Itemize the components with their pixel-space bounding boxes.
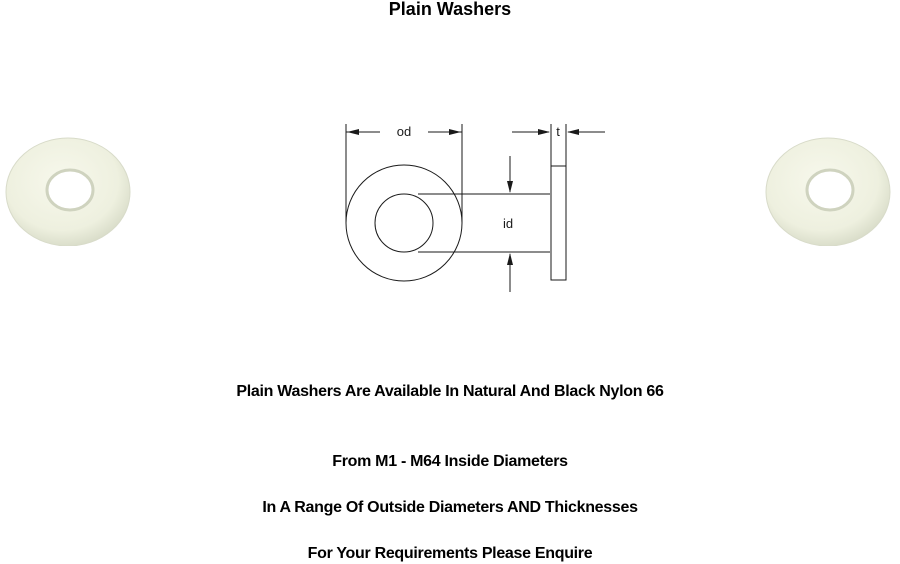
washer-outer-circle	[346, 165, 462, 281]
washer-dimension-diagram	[330, 110, 620, 300]
dimension-range-text: In A Range Of Outside Diameters AND Thicknesses	[262, 499, 638, 516]
enquire-text: For Your Requirements Please Enquire	[307, 545, 593, 562]
size-range-text: From M1 - M64 Inside Diameters	[332, 453, 568, 470]
t-label: t	[556, 124, 560, 139]
washer-photo-left	[4, 134, 132, 246]
id-label: id	[502, 216, 514, 231]
availability-text: Plain Washers Are Available In Natural And Black Nylon 66	[236, 383, 664, 400]
washer-inner-circle	[375, 194, 433, 252]
page-title: Plain Washers	[388, 0, 512, 19]
washer-photo-right	[764, 134, 892, 246]
od-label: od	[396, 124, 412, 139]
washer-side-profile	[551, 166, 566, 280]
